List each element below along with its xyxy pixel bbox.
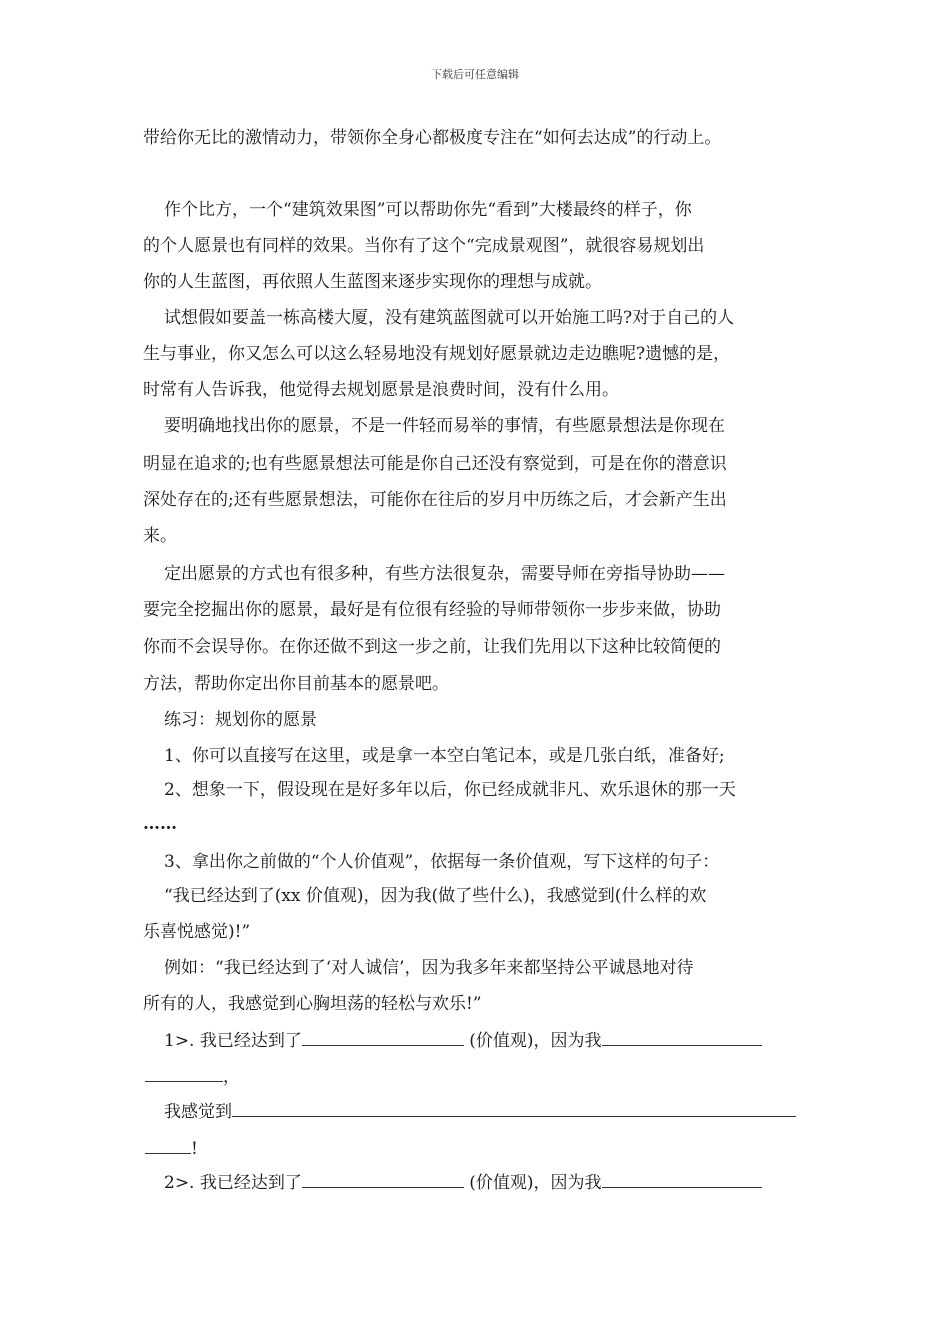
paragraph-line: 要明确地找出你的愿景，不是一件轻而易举的事情，有些愿景想法是你现在	[164, 416, 725, 436]
fill-in-line	[145, 1138, 198, 1159]
page-header: 下载后可任意编辑	[431, 68, 519, 81]
fill-in-number: 1>.	[164, 1031, 195, 1051]
fill-in-felt: 我感觉到	[164, 1102, 232, 1122]
paragraph-line: 时常有人告诉我，他觉得去规划愿景是浪费时间，没有什么用。	[143, 380, 619, 400]
fill-in-comma: ，	[223, 1067, 240, 1087]
paragraph-line: 要完全挖掘出你的愿景，最好是有位很有经验的导师带领你一步步来做，协助	[143, 600, 721, 620]
exercise-step-continuation: ……	[143, 814, 177, 834]
example-sentence: 例如：“我已经达到了‘对人诚信’，因为我多年来都坚持公平诚恳地对待	[164, 958, 694, 978]
paragraph-line: 生与事业，你又怎么可以这么轻易地没有规划好愿景就边走边瞧呢?遗憾的是，	[143, 344, 731, 364]
paragraph-line: 方法，帮助你定出你目前基本的愿景吧。	[143, 674, 449, 694]
paragraph-line: 的个人愿景也有同样的效果。当你有了这个“完成景观图”，就很容易规划出	[143, 236, 705, 256]
template-sentence: “我已经达到了(xx 价值观)，因为我(做了些什么)，我感觉到(什么样的欢	[164, 886, 707, 906]
example-sentence: 所有的人，我感觉到心胸坦荡的轻松与欢乐!”	[143, 994, 482, 1014]
paragraph-line: 来。	[143, 526, 177, 546]
fill-in-number: 2>.	[164, 1173, 195, 1193]
fill-in-line	[164, 1101, 796, 1122]
reason-blank-continued[interactable]	[145, 1066, 223, 1082]
fill-in-mid: (价值观)，因为我	[469, 1173, 602, 1193]
template-sentence: 乐喜悦感觉)!”	[143, 922, 251, 942]
reason-blank[interactable]	[602, 1030, 762, 1046]
fill-in-mid: (价值观)，因为我	[469, 1031, 602, 1051]
value-blank[interactable]	[302, 1172, 464, 1188]
paragraph-line: 定出愿景的方式也有很多种，有些方法很复杂，需要导师在旁指导协助——	[164, 564, 725, 584]
fill-in-lead: 我已经达到了	[199, 1031, 302, 1051]
feeling-blank-continued[interactable]	[145, 1138, 191, 1154]
paragraph-line: 深处存在的;还有些愿景想法，可能你在往后的岁月中历练之后，才会新产生出	[143, 490, 727, 510]
exercise-step: 1、你可以直接写在这里，或是拿一本空白笔记本，或是几张白纸，准备好;	[164, 746, 725, 766]
paragraph-line: 你的人生蓝图，再依照人生蓝图来逐步实现你的理想与成就。	[143, 272, 602, 292]
fill-in-line	[145, 1066, 240, 1087]
fill-in-line	[164, 1172, 762, 1193]
feeling-blank[interactable]	[232, 1101, 796, 1117]
exercise-step: 2、想象一下，假设现在是好多年以后，你已经成就非凡、欢乐退休的那一天	[164, 780, 736, 800]
exercise-step: 3、拿出你之前做的“个人价值观”，依据每一条价值观，写下这样的句子：	[164, 852, 720, 872]
paragraph-line: 带给你无比的激情动力，带领你全身心都极度专注在“如何去达成”的行动上。	[143, 128, 722, 148]
fill-in-lead: 我已经达到了	[199, 1173, 302, 1193]
exercise-title: 练习：规划你的愿景	[164, 710, 317, 730]
paragraph-line: 明显在追求的;也有些愿景想法可能是你自己还没有察觉到，可是在你的潜意识	[143, 454, 727, 474]
fill-in-end: !	[191, 1139, 198, 1159]
paragraph-line: 作个比方，一个“建筑效果图”可以帮助你先“看到”大楼最终的样子，你	[164, 200, 692, 220]
fill-in-line	[164, 1030, 762, 1051]
value-blank[interactable]	[302, 1030, 464, 1046]
paragraph-line: 你而不会误导你。在你还做不到这一步之前，让我们先用以下这种比较简便的	[143, 637, 721, 657]
paragraph-line: 试想假如要盖一栋高楼大厦，没有建筑蓝图就可以开始施工吗?对于自己的人	[164, 308, 735, 328]
reason-blank[interactable]	[602, 1172, 762, 1188]
